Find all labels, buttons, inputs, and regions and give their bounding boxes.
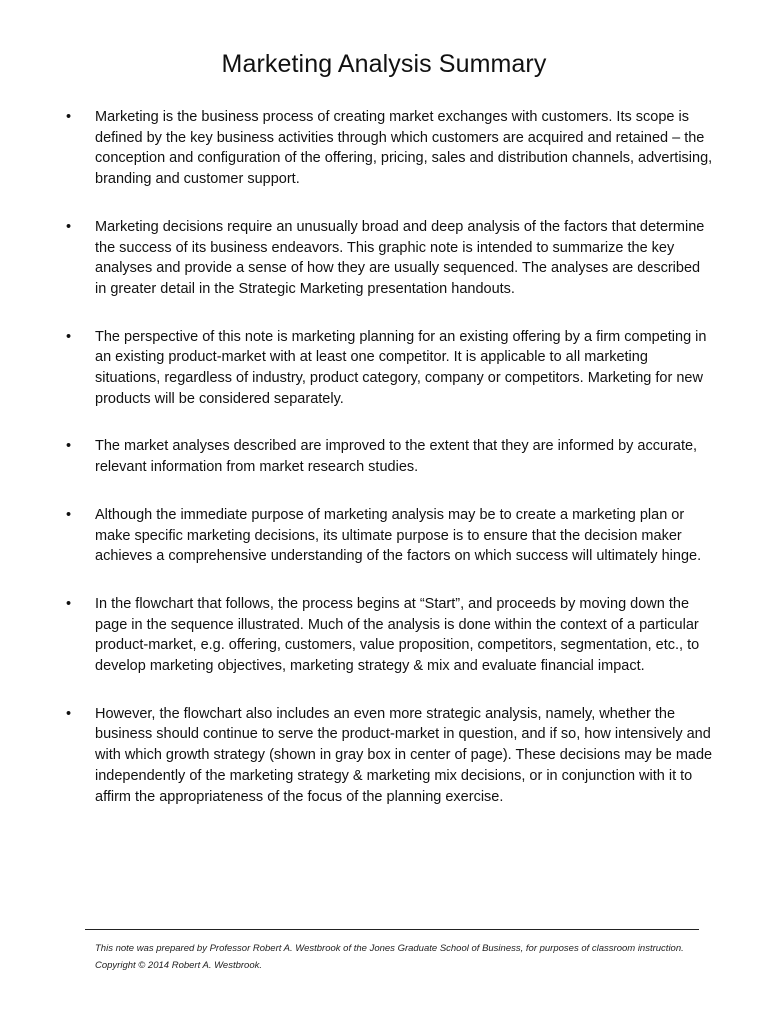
list-item xyxy=(0,327,768,410)
bullet-text: The perspective of this note is marketing planning for an existing offering by a firm competing in an existing product-market with at least one competitor. It is applicable to all marketing situations, regardless of industry, product category, company or competitors. Marketing for new products will be considered separately. xyxy=(95,328,707,407)
footer-note: This note was prepared by Professor Robert A. Westbrook of the Jones Graduate School of Business, for purposes of classroom instruction. Copyright © 2014 Robert A. Westbrook. xyxy=(95,943,684,971)
bullet-text: Marketing is the business process of creating market exchanges with customers. Its scope is defined by the key business activities through which customers are acquired and retained – the conception and configuration of the offering, pricing, sales and distribution channels, advertising, branding and customer support. xyxy=(95,109,713,188)
list-item xyxy=(0,107,768,190)
page-title: Marketing Analysis Summary xyxy=(221,50,547,78)
list-item xyxy=(0,505,768,567)
list-item xyxy=(0,436,768,477)
list-item xyxy=(0,704,768,808)
bullet-icon: • xyxy=(66,506,72,523)
bullet-icon: • xyxy=(66,328,72,345)
bullet-text: Although the immediate purpose of marketing analysis may be to create a marketing plan or make specific marketing decisions, its ultimate purpose is to ensure that the decision maker achieves a comprehensive understanding of the factors on which success will ultimately hinge. xyxy=(95,506,702,565)
bullet-text: The market analyses described are improved to the extent that they are informed by accurate, relevant information from market research studies. xyxy=(95,438,698,476)
bullet-icon: • xyxy=(66,438,72,455)
bullet-icon: • xyxy=(66,705,72,722)
bullet-icon: • xyxy=(66,218,72,235)
list-item xyxy=(0,594,768,677)
bullet-list xyxy=(0,107,768,834)
footer-divider xyxy=(85,929,699,930)
bullet-icon: • xyxy=(66,109,72,125)
list-item xyxy=(0,217,768,300)
bullet-text: In the flowchart that follows, the process begins at “Start”, and proceeds by moving down the page in the sequence illustrated. Much of the analysis is done within the context of a particular product-market, e.g. offering, customers, value proposition, competitors, segmentation, etc., to develop marketing objectives, marketing strategy & mix and evaluate financial impact. xyxy=(95,595,700,675)
bullet-text: Marketing decisions require an unusually broad and deep analysis of the factors that determine the success of its business endeavors. This graphic note is intended to summarize the key analyses and provide a sense of how they are usually sequenced. The analyses are described in greater detail in the Strategic Marketing presentation handouts. xyxy=(95,218,705,297)
bullet-text: However, the flowchart also includes an even more strategic analysis, namely, whether the business should continue to serve the product-market in question, and if so, how intensively and with which growth strategy (shown in gray box in center of page). These decisions may be made independently of the marketing strategy & marketing mix decisions, or in conjunction with it to affirm the appropriateness of the focus of the planning exercise. xyxy=(95,705,713,805)
bullet-icon: • xyxy=(66,595,72,612)
